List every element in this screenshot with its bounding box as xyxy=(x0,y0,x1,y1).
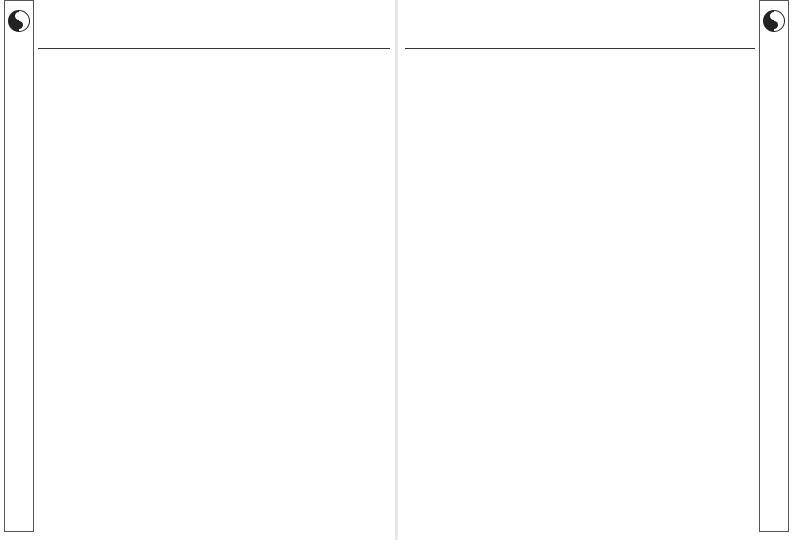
right-yinyang-box xyxy=(760,3,788,39)
left-yinyang-box xyxy=(5,3,33,39)
right-side-bar xyxy=(759,0,789,532)
left-side-bar xyxy=(4,0,34,532)
yinyang-icon xyxy=(8,10,30,32)
left-header xyxy=(38,24,390,49)
left-page xyxy=(0,0,396,532)
yinyang-icon xyxy=(763,10,785,32)
right-page xyxy=(397,0,793,532)
right-header xyxy=(405,24,755,49)
